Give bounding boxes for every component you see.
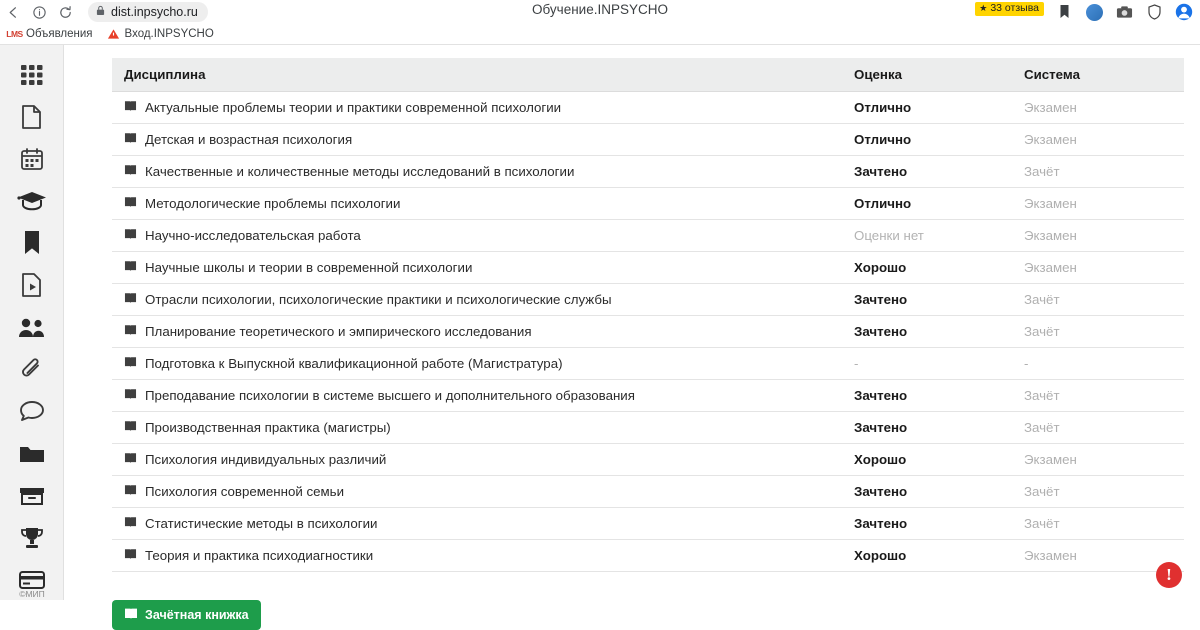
book-icon bbox=[124, 100, 137, 115]
book-icon bbox=[124, 228, 137, 243]
bookmark-icon[interactable] bbox=[1054, 2, 1074, 22]
cell-discipline bbox=[112, 316, 842, 348]
alert-badge-symbol: ! bbox=[1166, 565, 1172, 584]
cell-discipline bbox=[112, 476, 842, 508]
discipline-cell-content bbox=[124, 516, 830, 531]
system-value: Зачёт bbox=[1024, 164, 1060, 179]
discipline-cell-content bbox=[124, 548, 830, 563]
system-value: Зачёт bbox=[1024, 388, 1060, 403]
bookmark-item-login[interactable] bbox=[103, 26, 220, 42]
cell-discipline bbox=[112, 92, 842, 124]
cell-discipline bbox=[112, 508, 842, 540]
book-icon bbox=[124, 356, 137, 371]
book-icon bbox=[124, 388, 137, 403]
cell-system bbox=[1012, 380, 1184, 412]
cell-discipline bbox=[112, 540, 842, 572]
extension-camera-icon[interactable] bbox=[1114, 2, 1134, 22]
cell-discipline bbox=[112, 252, 842, 284]
mark-value: Отлично bbox=[854, 132, 912, 147]
bookmark-item-label: Вход.INPSYCHO bbox=[124, 28, 214, 40]
system-value: - bbox=[1024, 356, 1029, 371]
system-value: Зачёт bbox=[1024, 516, 1060, 531]
book-icon bbox=[124, 516, 137, 531]
sidebar-item-calendar[interactable] bbox=[8, 139, 56, 179]
cell-mark bbox=[842, 444, 1012, 476]
cell-system bbox=[1012, 348, 1184, 380]
book-icon bbox=[124, 548, 137, 563]
discipline-label: Научно-исследовательская работа bbox=[145, 228, 361, 243]
mark-value: Оценки нет bbox=[854, 228, 924, 243]
mark-value: Зачтено bbox=[854, 420, 908, 435]
browser-actions bbox=[975, 0, 1194, 24]
discipline-label: Теория и практика психодиагностики bbox=[145, 548, 374, 563]
cell-discipline bbox=[112, 156, 842, 188]
table-row[interactable] bbox=[112, 316, 1184, 348]
table-row[interactable] bbox=[112, 252, 1184, 284]
book-icon bbox=[124, 132, 137, 147]
sidebar-item-archive[interactable] bbox=[8, 476, 56, 516]
column-header-mark: Оценка bbox=[842, 58, 1012, 92]
mark-value: Хорошо bbox=[854, 452, 907, 467]
book-icon bbox=[124, 484, 137, 499]
star-icon: ★ bbox=[979, 2, 988, 13]
profile-icon[interactable] bbox=[1174, 2, 1194, 22]
discipline-cell-content bbox=[124, 452, 830, 467]
cell-mark bbox=[842, 188, 1012, 220]
discipline-label: Планирование теоретического и эмпирического исследования bbox=[145, 324, 532, 339]
cell-mark bbox=[842, 220, 1012, 252]
lock-icon bbox=[96, 5, 105, 19]
discipline-cell-content bbox=[124, 292, 830, 307]
cell-mark bbox=[842, 92, 1012, 124]
sidebar-item-documents[interactable] bbox=[8, 97, 56, 137]
page-info-icon[interactable] bbox=[26, 1, 52, 23]
discipline-label: Качественные и количественные методы исследований в психологии bbox=[145, 164, 575, 179]
discipline-label: Преподавание психологии в системе высшего и дополнительного образования bbox=[145, 388, 635, 403]
cell-system bbox=[1012, 476, 1184, 508]
cell-mark bbox=[842, 156, 1012, 188]
cell-system bbox=[1012, 508, 1184, 540]
table-row[interactable] bbox=[112, 124, 1184, 156]
book-icon bbox=[124, 164, 137, 179]
table-row[interactable] bbox=[112, 444, 1184, 476]
sidebar-item-achievements[interactable] bbox=[8, 518, 56, 558]
discipline-label: Детская и возрастная психология bbox=[145, 132, 353, 147]
sidebar-item-education[interactable] bbox=[8, 181, 56, 221]
sidebar-rail bbox=[0, 45, 64, 600]
cell-system bbox=[1012, 220, 1184, 252]
discipline-label: Методологические проблемы психологии bbox=[145, 196, 401, 211]
system-value: Зачёт bbox=[1024, 324, 1060, 339]
table-row[interactable] bbox=[112, 380, 1184, 412]
cell-system bbox=[1012, 252, 1184, 284]
sidebar-item-bookmarks[interactable] bbox=[8, 223, 56, 263]
discipline-label: Психология индивидуальных различий bbox=[145, 452, 387, 467]
bookmark-item-announcements[interactable] bbox=[4, 26, 99, 42]
grades-table bbox=[112, 58, 1184, 572]
cell-mark bbox=[842, 540, 1012, 572]
cell-mark bbox=[842, 252, 1012, 284]
address-bar-url: dist.inpsycho.ru bbox=[111, 5, 198, 19]
rating-badge-label: 33 отзыва bbox=[990, 1, 1039, 14]
alert-badge[interactable] bbox=[1156, 562, 1182, 588]
mark-value: Отлично bbox=[854, 100, 912, 115]
extension-avatar-icon[interactable] bbox=[1084, 2, 1104, 22]
cell-discipline bbox=[112, 284, 842, 316]
cell-mark bbox=[842, 412, 1012, 444]
discipline-cell-content bbox=[124, 196, 830, 211]
table-row[interactable] bbox=[112, 348, 1184, 380]
cell-mark bbox=[842, 316, 1012, 348]
system-value: Зачёт bbox=[1024, 484, 1060, 499]
reload-icon[interactable] bbox=[52, 1, 78, 23]
bookmarks-bar bbox=[0, 24, 1200, 45]
cell-mark bbox=[842, 284, 1012, 316]
mark-value: Зачтено bbox=[854, 516, 908, 531]
rail-footer-label: ©МИП bbox=[19, 589, 45, 599]
table-row[interactable] bbox=[112, 156, 1184, 188]
sidebar-item-people[interactable] bbox=[8, 307, 56, 347]
table-body bbox=[112, 92, 1184, 572]
system-value: Экзамен bbox=[1024, 100, 1077, 115]
cell-mark bbox=[842, 348, 1012, 380]
system-value: Зачёт bbox=[1024, 292, 1060, 307]
page-title: Обучение.INPSYCHO bbox=[532, 2, 668, 17]
cell-system bbox=[1012, 124, 1184, 156]
record-book-label: Зачётная книжка bbox=[145, 608, 249, 622]
discipline-cell-content bbox=[124, 164, 830, 179]
table-row[interactable] bbox=[112, 188, 1184, 220]
mark-value: Зачтено bbox=[854, 388, 908, 403]
mark-value: Зачтено bbox=[854, 324, 908, 339]
main-content bbox=[64, 45, 1200, 622]
cell-discipline bbox=[112, 188, 842, 220]
cell-mark bbox=[842, 476, 1012, 508]
table-row[interactable] bbox=[112, 412, 1184, 444]
discipline-cell-content bbox=[124, 356, 830, 371]
mark-value: Отлично bbox=[854, 196, 912, 211]
cell-discipline bbox=[112, 412, 842, 444]
cell-system bbox=[1012, 156, 1184, 188]
book-icon bbox=[124, 452, 137, 467]
cell-mark bbox=[842, 508, 1012, 540]
system-value: Экзамен bbox=[1024, 548, 1077, 563]
sidebar-item-video[interactable] bbox=[8, 265, 56, 305]
discipline-cell-content bbox=[124, 228, 830, 243]
mark-value: Хорошо bbox=[854, 260, 907, 275]
cell-discipline bbox=[112, 380, 842, 412]
mark-value: - bbox=[854, 356, 859, 371]
discipline-label: Психология современной семьи bbox=[145, 484, 345, 499]
inpsycho-favicon-icon bbox=[106, 27, 121, 41]
discipline-label: Актуальные проблемы теории и практики современной психологии bbox=[145, 100, 562, 115]
cell-discipline bbox=[112, 444, 842, 476]
extension-shield-icon[interactable] bbox=[1144, 2, 1164, 22]
cell-system bbox=[1012, 284, 1184, 316]
cell-mark bbox=[842, 124, 1012, 156]
discipline-label: Отрасли психологии, психологические практики и психологические службы bbox=[145, 292, 612, 307]
system-value: Экзамен bbox=[1024, 228, 1077, 243]
table-row[interactable] bbox=[112, 540, 1184, 572]
mark-value: Зачтено bbox=[854, 164, 908, 179]
cell-system bbox=[1012, 412, 1184, 444]
address-bar[interactable] bbox=[88, 2, 208, 22]
discipline-label: Статистические методы в психологии bbox=[145, 516, 378, 531]
table-row[interactable] bbox=[112, 284, 1184, 316]
cell-discipline bbox=[112, 348, 842, 380]
discipline-label: Производственная практика (магистры) bbox=[145, 420, 391, 435]
sidebar-item-chat[interactable] bbox=[8, 392, 56, 432]
record-book-button[interactable] bbox=[112, 600, 261, 630]
sidebar-item-folder[interactable] bbox=[8, 434, 56, 474]
cell-system bbox=[1012, 444, 1184, 476]
system-value: Экзамен bbox=[1024, 260, 1077, 275]
system-value: Зачёт bbox=[1024, 420, 1060, 435]
table-row[interactable] bbox=[112, 220, 1184, 252]
book-icon bbox=[124, 420, 137, 435]
table-row[interactable] bbox=[112, 508, 1184, 540]
column-header-system: Система bbox=[1012, 58, 1184, 92]
table-header bbox=[112, 58, 1184, 92]
browser-toolbar bbox=[0, 0, 1200, 24]
table-row[interactable] bbox=[112, 92, 1184, 124]
discipline-cell-content bbox=[124, 484, 830, 499]
book-icon bbox=[124, 607, 138, 623]
book-icon bbox=[124, 196, 137, 211]
system-value: Экзамен bbox=[1024, 196, 1077, 211]
book-icon bbox=[124, 260, 137, 275]
cell-discipline bbox=[112, 220, 842, 252]
cell-system bbox=[1012, 188, 1184, 220]
discipline-label: Научные школы и теории в современной психологии bbox=[145, 260, 473, 275]
discipline-cell-content bbox=[124, 260, 830, 275]
discipline-cell-content bbox=[124, 100, 830, 115]
rating-badge[interactable] bbox=[975, 2, 1044, 17]
sidebar-item-apps[interactable] bbox=[8, 55, 56, 95]
cell-system bbox=[1012, 92, 1184, 124]
sidebar-item-attachments[interactable] bbox=[8, 350, 56, 390]
mark-value: Хорошо bbox=[854, 548, 907, 563]
discipline-cell-content bbox=[124, 388, 830, 403]
bookmark-item-label: Объявления bbox=[26, 28, 93, 40]
back-arrow-icon[interactable] bbox=[0, 1, 26, 23]
table-row[interactable] bbox=[112, 476, 1184, 508]
cell-discipline bbox=[112, 124, 842, 156]
book-icon bbox=[124, 324, 137, 339]
column-header-discipline: Дисциплина bbox=[112, 58, 842, 92]
discipline-cell-content bbox=[124, 420, 830, 435]
discipline-cell-content bbox=[124, 324, 830, 339]
mark-value: Зачтено bbox=[854, 292, 908, 307]
cell-mark bbox=[842, 380, 1012, 412]
discipline-label: Подготовка к Выпускной квалификационной работе (Магистратура) bbox=[145, 356, 563, 371]
book-icon bbox=[124, 292, 137, 307]
discipline-cell-content bbox=[124, 132, 830, 147]
lms-favicon-icon: LMS bbox=[6, 29, 23, 39]
system-value: Экзамен bbox=[1024, 132, 1077, 147]
system-value: Экзамен bbox=[1024, 452, 1077, 467]
cell-system bbox=[1012, 316, 1184, 348]
mark-value: Зачтено bbox=[854, 484, 908, 499]
